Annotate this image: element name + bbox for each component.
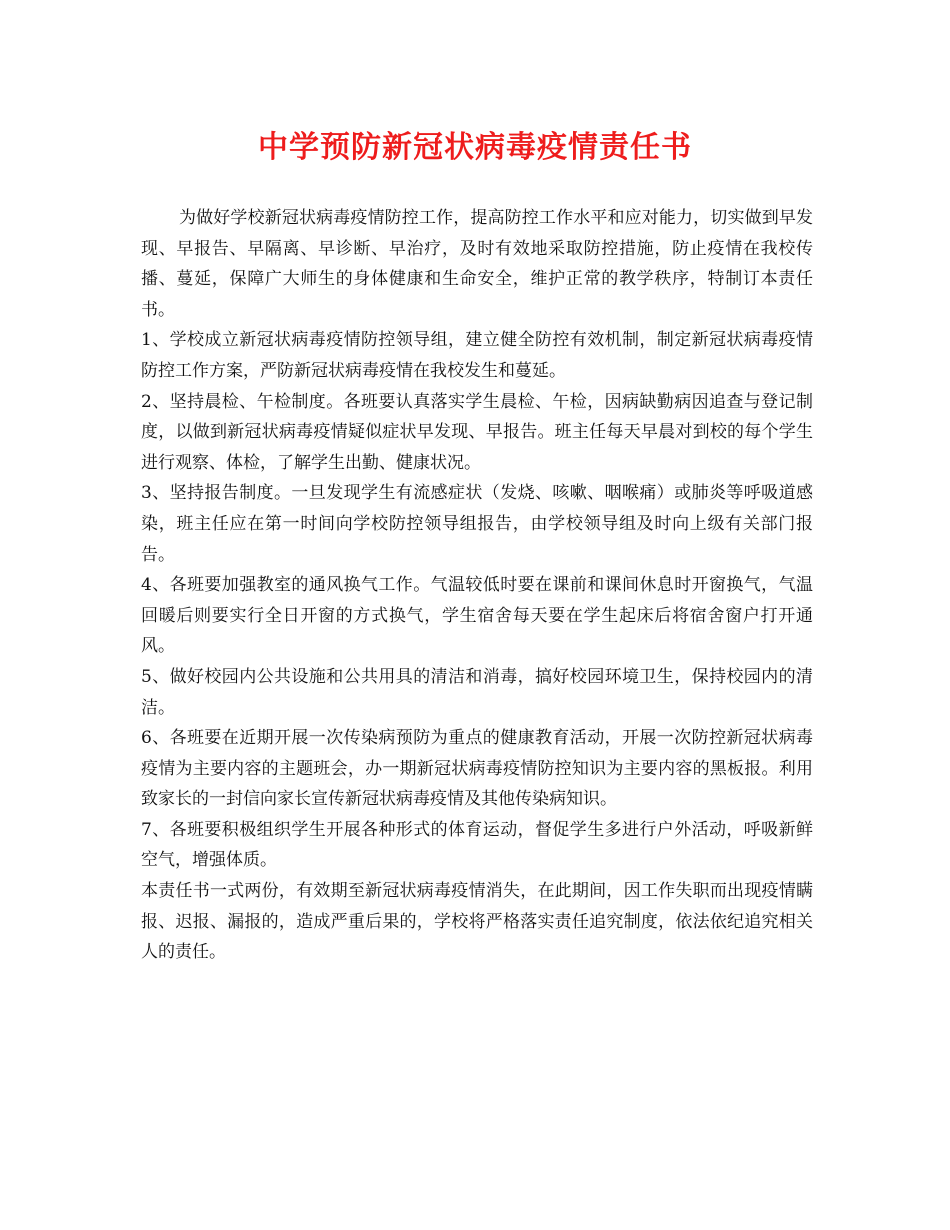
list-item: 1、学校成立新冠状病毒疫情防控领导组，建立健全防控有效机制，制定新冠状病毒疫情防控工作方案，严防新冠状病毒疫情在我校发生和蔓延。 bbox=[141, 330, 813, 381]
document-body bbox=[141, 203, 813, 968]
list-item: 5、做好校园内公共设施和公共用具的清洁和消毒，搞好校园环境卫生，保持校园内的清洁。 bbox=[141, 666, 813, 718]
document-title: 中学预防新冠状病毒疫情责任书 bbox=[258, 130, 692, 165]
list-item: 4、各班要加强教室的通风换气工作。气温较低时要在课前和课间休息时开窗换气，气温回暖后则要实行全日开窗的方式换气，学生宿舍每天要在学生起床后将宿舍窗户打开通风。 bbox=[141, 575, 813, 657]
list-item: 2、坚持晨检、午检制度。各班要认真落实学生晨检、午检，因病缺勤病因追查与登记制度，以做到新冠状病毒疫情疑似症状早发现、早报告。班主任每天早晨对到校的每个学生进行观察、体检，了解学生出勤、健康状况。 bbox=[141, 391, 813, 473]
list-item: 7、各班要积极组织学生开展各种形式的体育运动，督促学生多进行户外活动，呼吸新鲜空气，增强体质。 bbox=[141, 819, 813, 871]
list-item: 6、各班要在近期开展一次传染病预防为重点的健康教育活动，开展一次防控新冠状病毒疫情为主要内容的主题班会，办一期新冠状病毒疫情防控知识为主要内容的黑板报。利用致家长的一封信向家长宣传新冠状病毒疫情及其他传染病知识。 bbox=[141, 728, 813, 810]
closing-paragraph: 本责任书一式两份，有效期至新冠状病毒疫情消失，在此期间，因工作失职而出现疫情瞒报、迟报、漏报的，造成严重后果的，学校将严格落实责任追究制度，依法依纪追究相关人的责任。 bbox=[141, 881, 813, 963]
list-item: 3、坚持报告制度。一旦发现学生有流感症状（发烧、咳嗽、咽喉痛）或肺炎等呼吸道感染，班主任应在第一时间向学校防控领导组报告，由学校领导组及时向上级有关部门报告。 bbox=[141, 483, 813, 565]
intro-paragraph: 为做好学校新冠状病毒疫情防控工作，提高防控工作水平和应对能力，切实做到早发现、早报告、早隔离、早诊断、早治疗，及时有效地采取防控措施，防止疫情在我校传播、蔓延，保障广大师生的身体健康和生命安全，维护正常的教学秩序，特制订本责任书。 bbox=[141, 208, 813, 320]
